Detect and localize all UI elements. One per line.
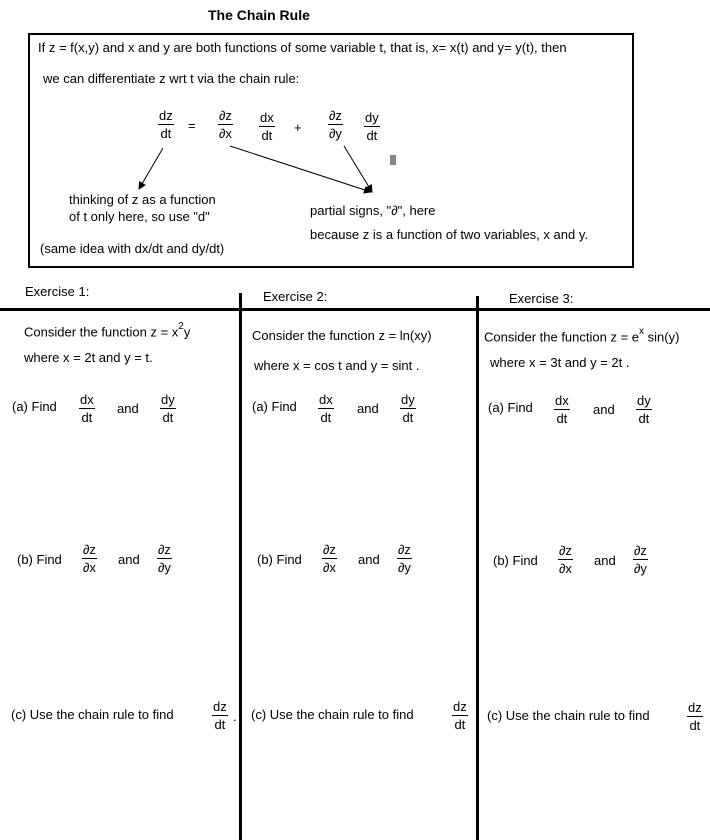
arrow-partial-from-y (344, 146, 372, 192)
ex3-part-a-dydt: $\frac{dy}{dt}$ (637, 393, 651, 426)
exercise-2-function: Consider the function z = ln(xy) (252, 328, 432, 343)
ex1-part-a-label: (a) Find (12, 399, 57, 414)
ex3-part-a-and: and (593, 402, 615, 417)
exercise-2-where: where x = cos t and y = sint . (254, 358, 420, 373)
exercise-3-function: Consider the function $z = e^x$ sin(y) (484, 326, 680, 345)
exercise-1-where: where x = 2t and y = t. (24, 350, 153, 365)
ex2-part-b-and: and (358, 552, 380, 567)
ex1-part-a-dydt: $\frac{dy}{dt}$ (161, 392, 175, 425)
ex3-part-a-label: (a) Find (488, 400, 533, 415)
exercise-1-function: Consider the function $z = x^2y$ (24, 321, 191, 340)
note-right-2: because z is a function of two variables, x and y. (310, 227, 588, 242)
ex2-part-b-pzpy: $\frac{\partial z}{\partial y}$ (398, 542, 411, 575)
ex1-part-c-dzdt: $\frac{dz}{dt}$ (213, 699, 227, 732)
ex3-part-b-pzpx: $\frac{\partial z}{\partial x}$ (559, 543, 572, 576)
ex3-part-a-dxdt: $\frac{dx}{dt}$ (555, 393, 569, 426)
ex1-part-c-label: (c) Use the chain rule to find (11, 707, 174, 722)
exercise-1-heading: Exercise 1: (25, 284, 90, 299)
ex2-part-a-dydt: $\frac{dy}{dt}$ (401, 392, 415, 425)
ex1-part-a-and: and (117, 401, 139, 416)
formula-pzpy: $\frac{\partial z}{\partial y}$ (329, 108, 342, 141)
note-left-3: (same idea with dx/dt and dy/dt) (40, 241, 225, 256)
ex3-part-c-dzdt: $\frac{dz}{dt}$ (688, 700, 702, 733)
formula-dzdt: $\frac{dz}{dt}$ (159, 108, 173, 141)
vertical-divider-2 (476, 296, 479, 840)
arrow-d-note (139, 148, 163, 189)
ex1-part-b-label: (b) Find (17, 552, 62, 567)
ex2-part-a-label: (a) Find (252, 399, 297, 414)
intro-line-2: we can differentiate z wrt t via the chain rule: (43, 71, 300, 86)
ex1-part-b-pzpy: $\frac{\partial z}{\partial y}$ (158, 542, 171, 575)
note-left-1: thinking of z as a function (69, 192, 216, 207)
ex1-part-b-and: and (118, 552, 140, 567)
ex3-part-c-label: (c) Use the chain rule to find (487, 708, 650, 723)
ex1-part-b-pzpx: $\frac{\partial z}{\partial x}$ (83, 542, 96, 575)
ex2-part-c-dzdt: $\frac{dz}{dt}$ (453, 699, 467, 732)
exercise-3-where: where x = 3t and y = 2t . (490, 355, 630, 370)
ex3-part-b-label: (b) Find (493, 553, 538, 568)
formula-equals: = (188, 118, 196, 133)
ex1-part-a-dxdt: $\frac{dx}{dt}$ (80, 392, 94, 425)
ex2-part-b-label: (b) Find (257, 552, 302, 567)
ex2-part-a-and: and (357, 401, 379, 416)
exercise-3-heading: Exercise 3: (509, 291, 574, 306)
ex2-part-b-pzpx: $\frac{\partial z}{\partial x}$ (323, 542, 336, 575)
formula-dxdt: $\frac{dx}{dt}$ (260, 110, 274, 143)
intro-line-1: If z = f(x,y) and x and y are both functions of some variable t, that is, x= x(t) and y= y(t), then (38, 40, 567, 55)
horizontal-divider (0, 308, 710, 311)
exercise-2-heading: Exercise 2: (263, 289, 328, 304)
arrow-partial-from-x (230, 146, 371, 192)
formula-dydt: $\frac{dy}{dt}$ (365, 110, 379, 143)
ex2-part-c-label: (c) Use the chain rule to find (251, 707, 414, 722)
page-title: The Chain Rule (208, 7, 310, 23)
formula-plus: + (294, 120, 302, 135)
ex3-part-b-pzpy: $\frac{\partial z}{\partial y}$ (634, 543, 647, 576)
ex1-part-c-period: . (233, 709, 237, 724)
note-left-2: of t only here, so use "d" (69, 209, 210, 224)
note-right-1: partial signs, "∂", here (310, 203, 436, 218)
vertical-divider-1 (239, 293, 242, 840)
ex2-part-a-dxdt: $\frac{dx}{dt}$ (319, 392, 333, 425)
formula-pzpx: $\frac{\partial z}{\partial x}$ (219, 108, 232, 141)
ex3-part-b-and: and (594, 553, 616, 568)
